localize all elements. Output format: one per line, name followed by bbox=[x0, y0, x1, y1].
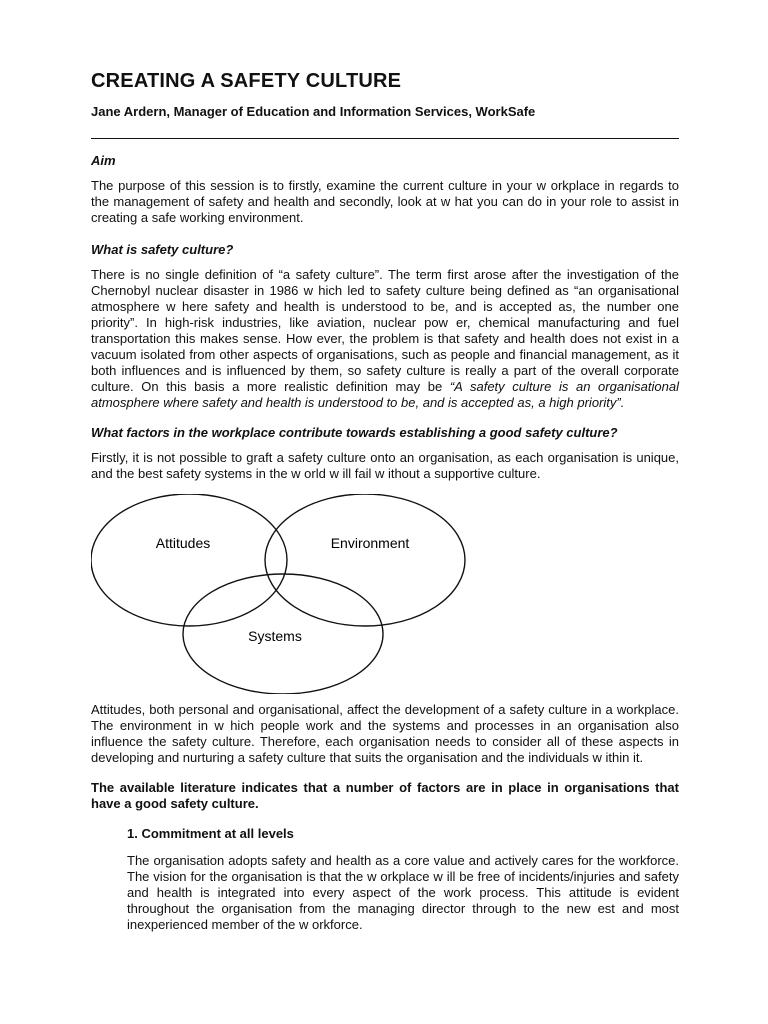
safety-culture-definition-quote: “A safety culture is an organisational atmosphere where safety and health is understood to be, and is accepted as, a high priority”. bbox=[91, 379, 679, 410]
what-is-paragraph bbox=[91, 267, 679, 411]
attitudes-circle bbox=[91, 494, 287, 626]
environment-label: Environment bbox=[330, 535, 410, 551]
attitudes-label: Attitudes bbox=[155, 535, 211, 551]
aim-heading: Aim bbox=[91, 153, 116, 168]
venn-svg bbox=[91, 494, 491, 694]
what-is-heading: What is safety culture? bbox=[91, 242, 234, 257]
document-title: CREATING A SAFETY CULTURE bbox=[91, 70, 402, 92]
commitment-heading: 1. Commitment at all levels bbox=[127, 826, 294, 841]
factors-paragraph: Firstly, it is not possible to graft a safety culture onto an organisation, as each organisation is unique, and the best safety systems in the w orld w ill fail w ithout a supportive culture. bbox=[91, 450, 679, 481]
systems-label: Systems bbox=[248, 628, 302, 644]
author-line: Jane Ardern, Manager of Education and Information Services, WorkSafe bbox=[91, 104, 536, 119]
title-divider bbox=[91, 138, 679, 139]
literature-paragraph: The available literature indicates that a number of factors are in place in organisations that have a good safety culture. bbox=[91, 780, 679, 811]
environment-circle bbox=[265, 494, 465, 626]
document-body bbox=[91, 70, 679, 945]
aim-paragraph: The purpose of this session is to firstly, examine the current culture in your w orkplace in regards to the management of safety and health and secondly, look at w hat you can do in your role to assist in creating a safe working environment. bbox=[91, 178, 679, 225]
venn-diagram bbox=[91, 494, 679, 694]
commitment-paragraph: The organisation adopts safety and health as a core value and actively cares for the workforce. The vision for the organisation is that the w orkplace w ill be free of incidents/injuries and safety and health is integrated into every aspect of the work process. This attitude is evident throughout the organisation from the managing director through to the new est and most inexperienced member of the w orkforce. bbox=[127, 853, 679, 932]
factors-heading: What factors in the workplace contribute towards establishing a good safety culture? bbox=[91, 425, 618, 440]
attitudes-paragraph: Attitudes, both personal and organisational, affect the development of a safety culture in a workplace. The environment in w hich people work and the systems and processes in an organisation also influence the safety culture. Therefore, each organisation needs to consider all of these aspects in developing and nurturing a safety culture that suits the organisation and the individuals w ithin it. bbox=[91, 702, 679, 765]
what-is-text: There is no single definition of “a safety culture”. The term first arose after the investigation of the Chernobyl nuclear disaster in 1986 w hich led to safety culture being defined as “an organisational atmosphere w here safety and health is understood to be, and is accepted as, the number one priority”. In high-risk industries, like aviation, nuclear pow er, chemical manufacturing and fuel transportation this makes sense. How ever, the problem is that safety and health does not exist in a vacuum isolated from other aspects of organisations, such as people and financial management, as it both influences and is influenced by them, so safety culture is really a part of the overall corporate culture. On this basis a more realistic definition may be bbox=[91, 267, 679, 394]
